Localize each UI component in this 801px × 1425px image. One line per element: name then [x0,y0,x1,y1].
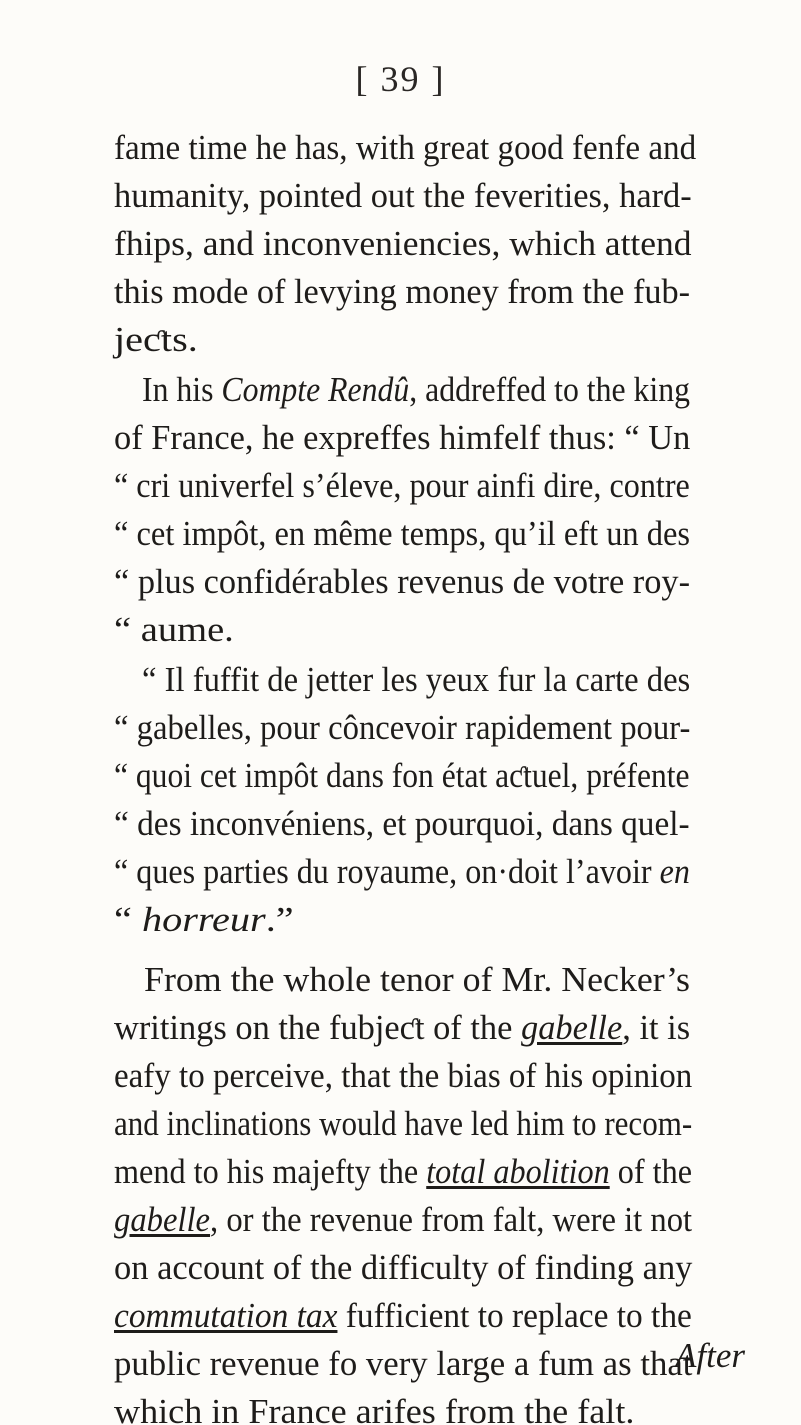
italic-phrase: horreur [141,900,266,939]
text-segment: In his [142,370,222,409]
text-segment: eafy to perceive, that the bias of his opinion [114,1056,693,1095]
text-segment: From the whole tenor of Mr. Necker’s [144,960,690,999]
text-line [114,1154,692,1189]
text-line [114,226,692,261]
text-line [142,372,690,407]
text-segment: fufficient to replace to the [337,1296,692,1335]
text-segment: which in France arifes from the falt. [114,1392,635,1425]
text-segment: .” [265,900,294,939]
catchword: After [675,1336,745,1375]
text-line [114,1346,692,1381]
text-segment: “ gabelles, pour côncevoir rapidement pour- [114,708,691,747]
text-segment: fhips, and inconveniencies, which attend [114,224,692,263]
underlined-text: total abolition [426,1152,610,1191]
underlined-text: gabelle [114,1200,211,1239]
text-line [114,1202,692,1237]
text-line [114,854,690,889]
underlined-text: gabelle [520,1008,623,1047]
italic-phrase: en [659,852,690,891]
text-line [114,564,690,599]
page-number: [ 39 ] [355,59,446,99]
text-segment: “ Il fuffit de jetter les yeux fur la carte des [142,660,691,699]
italic-phrase: Compte Rendû [221,370,410,409]
text-segment: “ cet impôt, en même temps, qu’il eft un des [114,514,691,553]
text-line [114,1250,692,1285]
text-line [114,420,690,455]
text-segment: of France, he expreffes himfelf thus: “ Un [114,418,691,457]
text-segment: “ cri univerfel s’éleve, pour ainfi dire, contre [114,466,690,505]
text-line [114,902,294,937]
text-segment: “ plus confidérables revenus de votre roy- [114,562,691,601]
text-segment: of the [609,1152,692,1191]
text-segment: “ [114,900,142,939]
text-segment: “ ques parties du royaume, on·doit l’avoir [114,852,660,891]
text-line [114,130,696,165]
text-segment: writings on the fubjeƈt of the [114,1008,521,1047]
text-line [114,1010,690,1045]
text-segment: and inclinations would have led him to recom- [114,1104,693,1143]
italic-phrase [521,1008,622,1047]
text-segment: “ aume. [114,610,234,649]
text-line [114,178,692,213]
text-segment: “ quoi cet impôt dans fon état aƈtuel, préfente [114,756,690,795]
text-segment: jeƈts. [114,320,198,359]
italic-phrase [114,1200,210,1239]
text-line [114,274,690,309]
text-line [114,612,234,647]
text-segment: “ des inconvéniens, et pourquoi, dans quel- [114,804,690,843]
text-line [114,1298,692,1333]
underlined-text: commutation tax [114,1296,338,1335]
text-line [114,468,690,503]
text-segment: this mode of levying money from the fub- [114,272,691,311]
text-line [114,322,198,357]
text-line [114,806,690,841]
text-segment: , or the revenue from falt, were it not [210,1200,693,1239]
text-segment: humanity, pointed out the feverities, hard- [114,176,692,215]
text-segment: on account of the difficulty of finding any [114,1248,693,1287]
text-line [114,710,690,745]
text-segment: public revenue fo very large a fum as that [114,1344,693,1383]
text-line [114,1058,692,1093]
text-segment: fame time he has, with great good fenfe and [114,128,697,167]
text-segment: mend to his majefty the [114,1152,427,1191]
italic-phrase [426,1152,609,1191]
text-line [114,1106,692,1141]
text-line [144,962,690,997]
text-line [114,516,690,551]
text-line [114,758,690,793]
text-segment: , it is [622,1008,691,1047]
text-segment: , addreffed to the king [409,370,690,409]
italic-phrase [114,1296,337,1335]
text-line [142,662,690,697]
text-line [114,1394,634,1425]
